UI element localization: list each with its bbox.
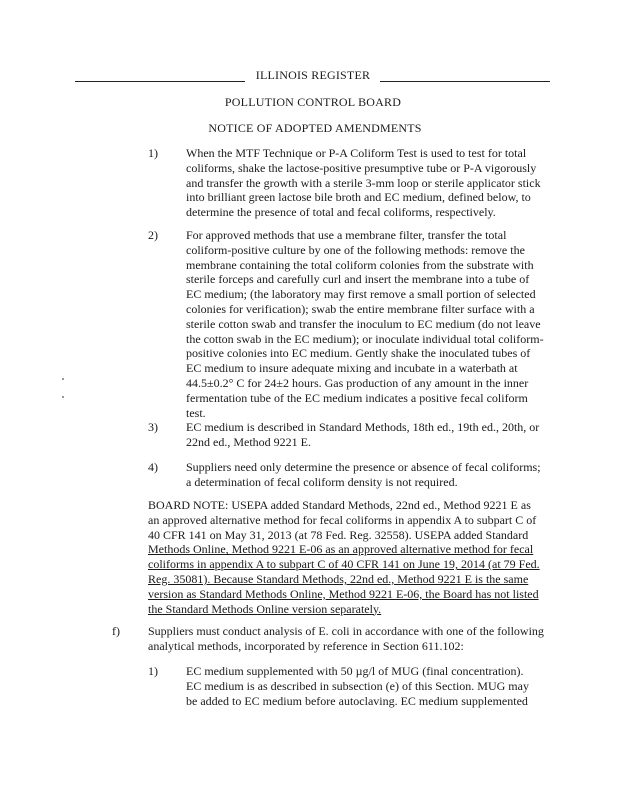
- board-note: [148, 498, 546, 616]
- text-line: determine the presence of total and fecal coliforms, respectively.: [186, 205, 496, 220]
- item-number: 1): [148, 146, 158, 160]
- text-line: membrane containing the total coliform colonies from the substrate with: [186, 257, 534, 272]
- item-paragraph: [186, 460, 544, 490]
- item-paragraph: [186, 664, 544, 708]
- underlined-text-line: the Standard Methods Online version separately.: [148, 601, 382, 616]
- item-number: 3): [148, 420, 158, 434]
- text-line: EC medium supplemented with 50 µg/l of MUG (final concentration).: [186, 664, 524, 678]
- text-line: EC medium is described in Standard Methods, 18th ed., 19th ed., 20th, or: [186, 420, 540, 434]
- text-line: EC medium to insure adequate mixing and incubate in a waterbath at: [186, 361, 518, 376]
- header-rule-right: [380, 81, 550, 82]
- text-line: EC medium; (the laboratory may first remove a small portion of selected: [186, 287, 536, 302]
- text-line: test.: [186, 405, 206, 420]
- section-letter: f): [112, 624, 120, 638]
- board-title: POLLUTION CONTROL BOARD: [224, 95, 402, 109]
- text-line: analytical methods, incorporated by reference in Section 611.102:: [148, 638, 464, 653]
- item-paragraph: [186, 146, 544, 220]
- underlined-text-line: coliforms in appendix A to subpart C of 40 CFR 141 on June 19, 2014 (at 79 Fed.: [148, 557, 540, 572]
- text-line: EC medium is as described in subsection (e) of this Section. MUG may: [186, 678, 529, 693]
- register-title: ILLINOIS REGISTER: [255, 68, 371, 82]
- text-line: coliform-positive culture by one of the following methods: remove the: [186, 242, 525, 257]
- underlined-text-line: Reg. 35081). Because Standard Methods, 22nd ed., Method 9221 E is the same: [148, 571, 529, 586]
- item-number: 4): [148, 460, 158, 474]
- text-line: an approved alternative method for fecal coliforms in appendix A to subpart C of: [148, 512, 537, 527]
- text-line: and transfer the growth with a sterile 3-mm loop or sterile applicator stick: [186, 175, 541, 190]
- text-line: Suppliers must conduct analysis of E. coli in accordance with one of the following: [148, 624, 544, 638]
- text-line: colonies for verification); swab the entire membrane filter surface with a: [186, 301, 535, 316]
- text-line: a determination of fecal coliform density is not required.: [186, 474, 458, 489]
- text-line: sterile cotton swab and transfer the inoculum to EC medium (do not leave: [186, 316, 541, 331]
- item-number: 1): [148, 664, 158, 678]
- text-line: be added to EC medium before autoclaving. EC medium supplemented: [186, 693, 528, 708]
- text-line: into brilliant green lactose bile broth and EC medium, defined below, to: [186, 190, 531, 205]
- text-line: fermentation tube of the EC medium indicates a positive fecal coliform: [186, 390, 528, 405]
- text-line: sterile forceps and carefully curl and insert the membrane into a tube of: [186, 272, 530, 287]
- text-line: For approved methods that use a membrane filter, transfer the total: [186, 228, 507, 242]
- notice-title: NOTICE OF ADOPTED AMENDMENTS: [208, 121, 422, 135]
- item-paragraph: [186, 420, 544, 450]
- underlined-text-line: Methods Online, Method 9221 E-06 as an approved alternative method for fecal: [148, 542, 534, 557]
- text-line: positive colonies into EC medium. Gently shake the inoculated tubes of: [186, 346, 531, 361]
- text-line: 22nd ed., Method 9221 E.: [186, 434, 311, 449]
- section-paragraph: [148, 624, 548, 654]
- item-number: 2): [148, 228, 158, 242]
- text-line: coliforms, shake the lactose-positive presumptive tube or P-A vigorously: [186, 160, 537, 175]
- text-line: BOARD NOTE: USEPA added Standard Methods, 22nd ed., Method 9221 E as: [148, 498, 531, 512]
- scan-speck: [62, 378, 64, 380]
- text-line: the cotton swab in the EC medium); or inoculate individual total coliform-: [186, 331, 544, 346]
- underlined-text-line: version as Standard Methods Online, Method 9221 E-06, the Board has not listed: [148, 586, 539, 601]
- text-line: When the MTF Technique or P-A Coliform Test is used to test for total: [186, 146, 527, 160]
- text-line: 44.5±0.2° C for 24±2 hours. Gas production of any amount in the inner: [186, 375, 529, 390]
- text-line: Suppliers need only determine the presence or absence of fecal coliforms;: [186, 460, 541, 474]
- scan-speck: [62, 396, 64, 398]
- item-paragraph: [186, 228, 544, 420]
- text-line: 40 CFR 141 on May 31, 2013 (at 78 Fed. Reg. 32558). USEPA added Standard: [148, 527, 529, 542]
